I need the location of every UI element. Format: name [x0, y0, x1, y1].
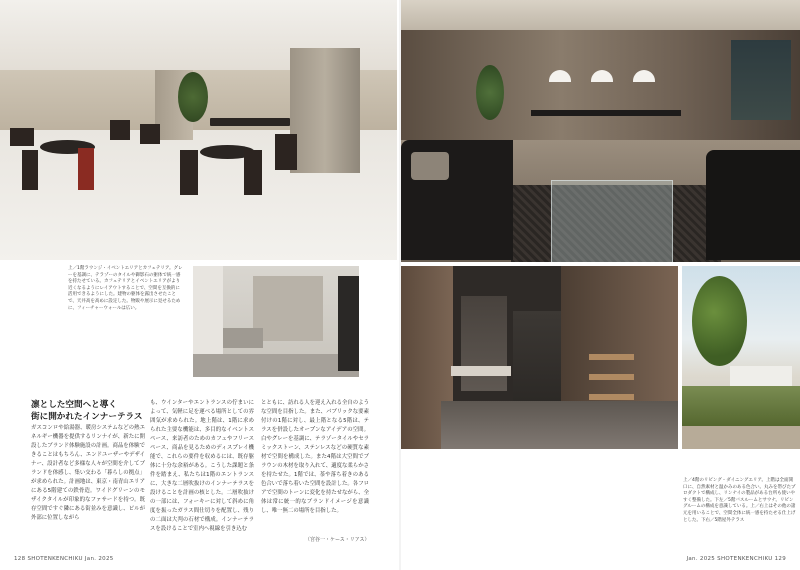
folio-left: 128 SHOTENKENCHIKU Jan. 2025: [14, 556, 114, 562]
living-dining-photo: [401, 0, 800, 262]
heading-line-2: 街に開かれたインナーテラス: [31, 412, 143, 422]
bathroom-photo: [401, 266, 678, 449]
lounge-photo: [0, 0, 397, 260]
photo-caption-right: 上／4階のリビング・ダイニングエリア。上階は全面開口に、自然素材と温かみのある色合い。丸みを帯びたプロダクトで構成し、リンナイの製品がある台所も使いやすく整備した。下左／5階バスルームとサウナ。リビングルームの構成を意識している。上／右上はその他の諸元を用いることで、空間全体に統一感を持たせる仕上げとした。下右／5階屋外テラス: [683, 478, 796, 523]
body-column-1: ガスコンロや給湯器、暖房システムなどの熱エネルギー機器を提供するリンナイが、新たに開設したブランド体験施設の計画。商品を体験できることはもちろん、エンドユーザーやデザイナー、設計者など多様な人々が空間を介してブランドを体感し、集い交わる「暮らしの拠点」が求められた。計画地は、東京・南青山エリアにある5階建ての鉄骨造。ワイドグリーンのモザイクタイルが印象的なファサードを持つ。既存空間ですぐ隣にある街並みを意識し、ビルが外部に位置しながら: [31, 425, 145, 521]
photo-caption-left: 上／1階ラウンジ・イベントエリアとカフェテリア。グレーを基調に、テラゾーのタイルや御影石の躯体で統一感を持たせている。カフェテリアとイベントエリアがより近くなるようにレイアウトすることで、空間を互換的に活用できるようにした。建物の躯体を露出させたことで、天井高を高めに設定した。物販や展示に見せるために、フィーチャーウォールは広い。: [68, 266, 183, 311]
article-heading: [31, 399, 142, 423]
folio-right: Jan. 2025 SHOTENKENCHIKU 129: [686, 556, 786, 562]
entrance-photo: [193, 266, 359, 377]
terrace-photo: [682, 266, 800, 449]
body-column-3: とともに、訪れる人を迎え入れる全自のような空間を目指した。また、パブリックな要素付けの1階に対し、最上階となる5階は、テラスを併設したオープンなアイデアの空間。白やグレーを基調に、テラゾータイルやセラミックストーン、ステンレスなどの硬質な素材で空間を構成した。また4階は大空間でブラウンの木材を取り入れて、適度な柔らかさを持たせた。1階では、茶や落ち着きのある色合いで落ち着いた空間を設計した。各フロアで空間のトーンに変化を持たせながら、全体は常に統一的なブランドイメージを意識し、唯一無二の場所を目指した。: [261, 400, 369, 514]
photo-credit: （宮谷一・ケース・リアス）: [305, 537, 370, 543]
body-column-2: も、ウインターやエントランスの佇まいによって、気軽に足を運べる場所としての雰囲気が求められた。地上階は、1階に求められた主要な機能は、多目的なイベントスペース、来訪者のためのカフェやフリースペース、商品を見るためのディスプレイ機能で、これらの要件を収めるには、既存躯体に十分な余裕がある。こうした課題と条件を踏まえ、私たちは1階のエントランスに、大きな二層吹抜けのインナーテラスを設けることを計画の核とした。二層吹抜けの一部には、フォーキーに対して斜めに角度を振ったガラス間仕切りを配置し、残りの二面は大判の石材で構成。インナーテラスを設けることで室内へ視線を引き込む: [150, 400, 254, 532]
heading-line-1: 凛とした空間へと導く: [31, 400, 117, 410]
